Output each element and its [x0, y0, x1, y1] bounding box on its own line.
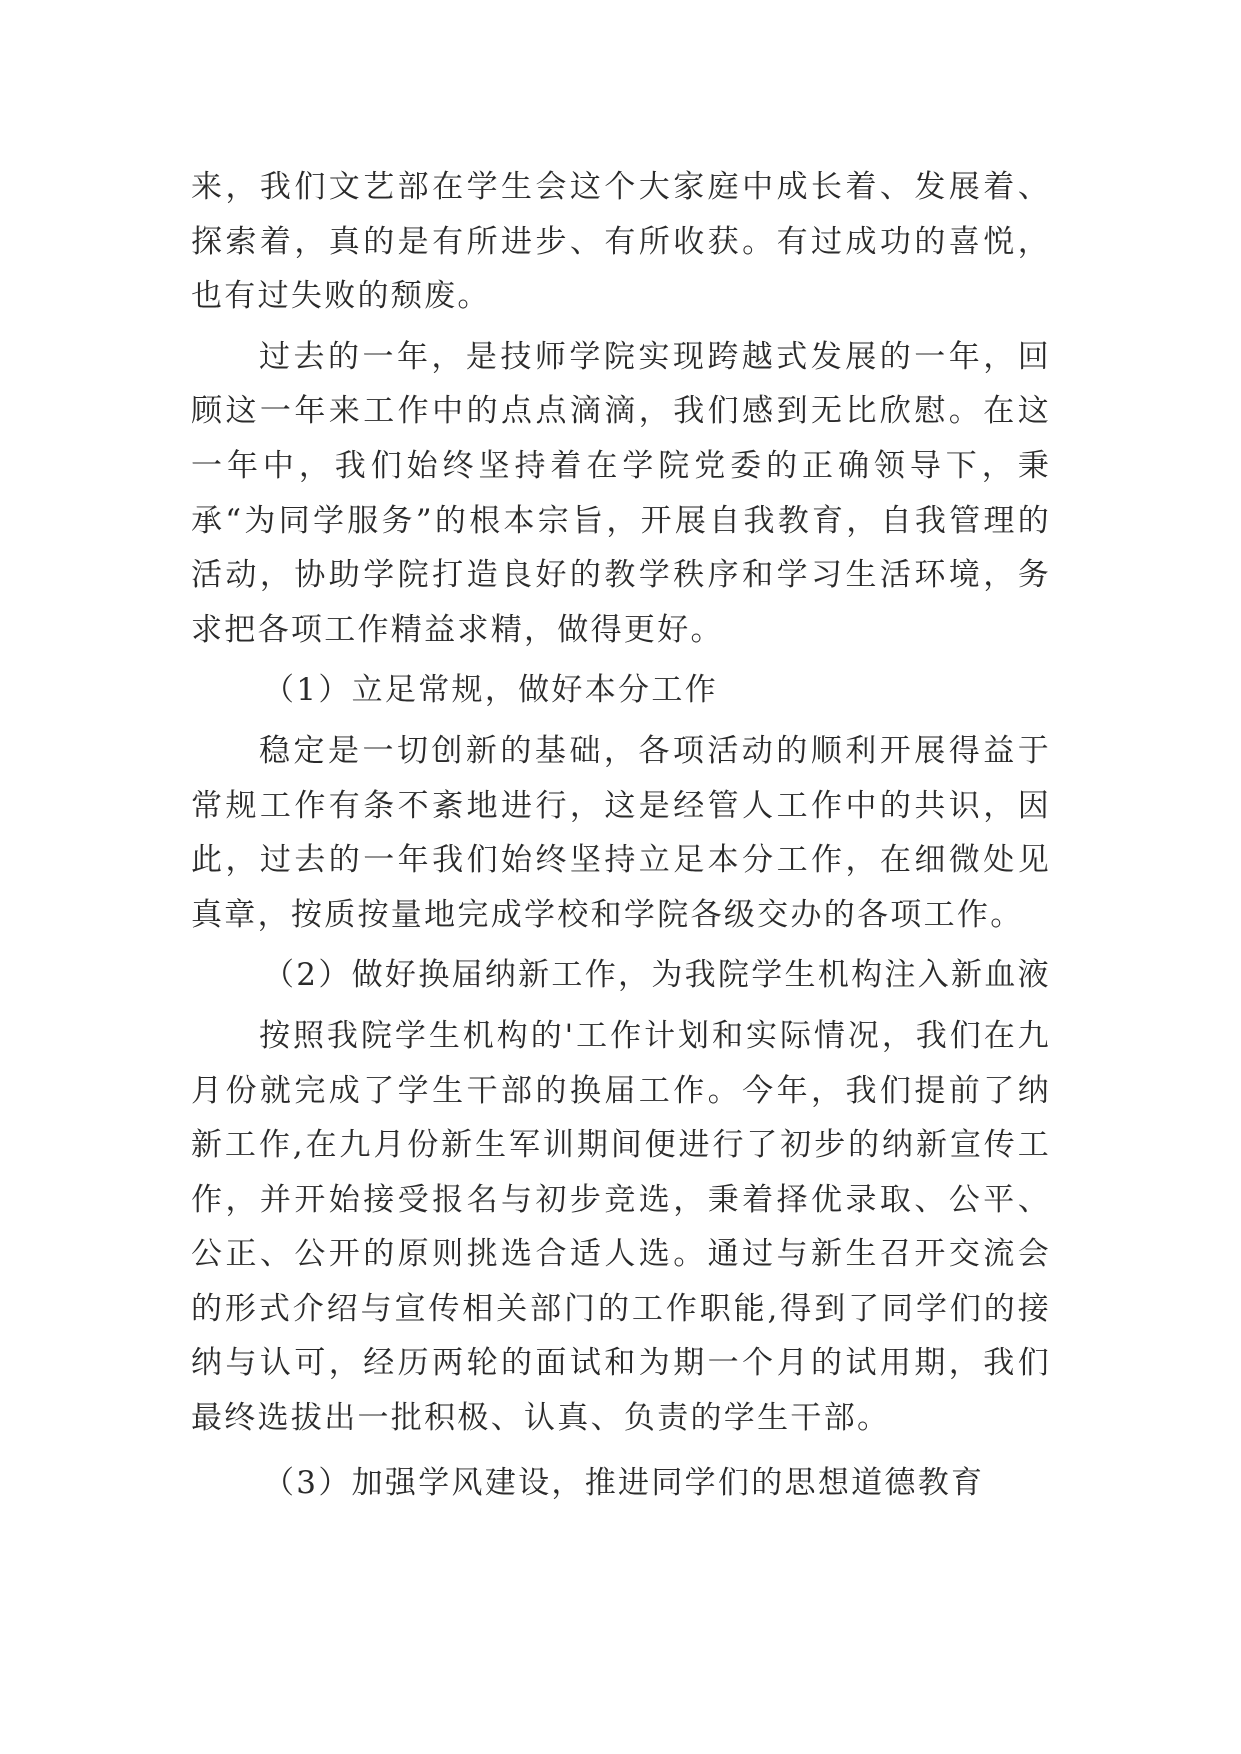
- paragraph-review: 过去的一年，是技师学院实现跨越式发展的一年，回顾这一年来工作中的点点滴滴，我们感到无比欣慰。在这一年中，我们始终坚持着在学院党委的正确领导下，秉承“为同学服务”的根本宗旨，开展自我教育，自我管理的活动，协助学院打造良好的教学秩序和学习生活环境，务求把各项工作精益求精，做得更好。: [191, 338, 1051, 648]
- paragraph-routine-work: 稳定是一切创新的基础，各项活动的顺利开展得益于常规工作有条不紊地进行，这是经管人工作中的共识，因此，过去的一年我们始终坚持立足本分工作，在细微处见真章，按质按量地完成学校和学院各级交办的各项工作。: [191, 732, 1051, 933]
- section-heading-1: （1）立足常规，做好本分工作: [263, 672, 718, 709]
- paragraph-recruitment: 按照我院学生机构的'工作计划和实际情况，我们在九月份就完成了学生干部的换届工作。今年，我们提前了纳新工作,在九月份新生军训期间便进行了初步的纳新宣传工作，并开始接受报名与初步竞选，秉着择优录取、公平、公正、公开的原则挑选合适人选。通过与新生召开交流会的形式介绍与宣传相关部门的工作职能,得到了同学们的接纳与认可，经历两轮的面试和为期一个月的试用期，我们最终选拔出一批积极、认真、负责的学生干部。: [191, 1017, 1051, 1437]
- section-heading-2: （2）做好换届纳新工作，为我院学生机构注入新血液: [263, 957, 1051, 994]
- document-body: [191, 160, 1051, 1510]
- paragraph-continuation: 来，我们文艺部在学生会这个大家庭中成长着、发展着、探索着，真的是有所进步、有所收获。有过成功的喜悦，也有过失败的颓废。: [191, 169, 1051, 315]
- section-heading-3: （3）加强学风建设，推进同学们的思想道德教育: [263, 1464, 985, 1501]
